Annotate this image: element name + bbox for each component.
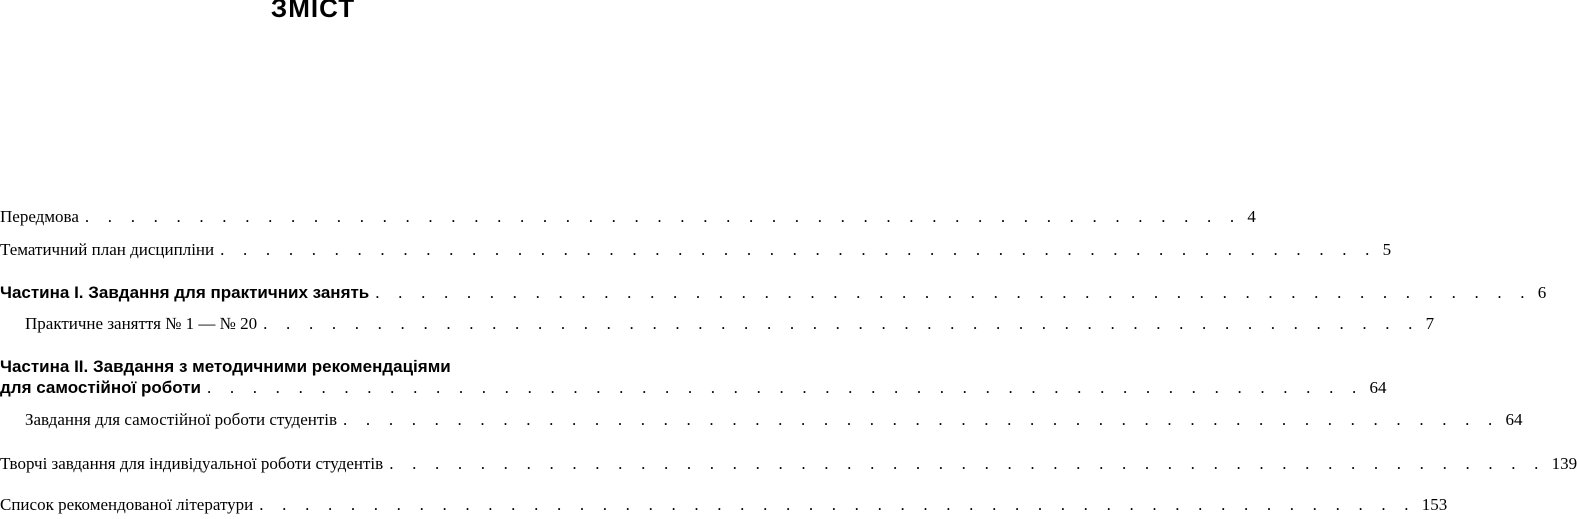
dot-leader: . . . . . . . . . . . . . . . . . . . . . . . . . . . . . . . . . . . . . . . . . . . . . . . . . . . [375, 283, 1532, 302]
toc-entry-bibliography[interactable] [0, 495, 1448, 519]
toc-entry-label: Завдання для самостійної роботи студентів [25, 410, 338, 429]
toc-entry-label: для самостійної роботи [0, 378, 201, 397]
toc-entry-preface[interactable] [0, 207, 1256, 231]
toc-entry-self-study[interactable] [0, 410, 1523, 434]
toc-page-number: 153 [1421, 495, 1448, 514]
dot-leader: . . . . . . . . . . . . . . . . . . . . . . . . . . . . . . . . . . . . . . . . . . . . . . . . . . . [220, 240, 1377, 259]
toc-page-number: 64 [1369, 378, 1387, 397]
toc-page-number: 7 [1425, 314, 1435, 333]
toc-page-number: 4 [1247, 207, 1256, 226]
page-title: ЗМІСТ [270, 0, 356, 23]
toc-page-number: 6 [1537, 283, 1547, 302]
toc-entry-label: Передмова [0, 207, 79, 226]
toc-entry-label: Тематичний план дисципліни [0, 240, 215, 259]
toc-page-number: 139 [1551, 454, 1577, 473]
toc-entry-label-line1: Частина ІІ. Завдання з методичними рекомендаціями [0, 357, 451, 376]
dot-leader: . . . . . . . . . . . . . . . . . . . . . . . . . . . . . . . . . . . . . . . . . . . . . . . . . . . [263, 314, 1420, 333]
toc-entry-label: Список рекомендованої літератури [0, 495, 254, 514]
dot-leader: . . . . . . . . . . . . . . . . . . . . . . . . . . . . . . . . . . . . . . . . . . . . . . . . . . . [343, 410, 1500, 429]
toc-entry-creative-tasks[interactable] [0, 454, 1577, 478]
toc-entry-label: Частина І. Завдання для практичних занять [0, 283, 370, 302]
dot-leader: . . . . . . . . . . . . . . . . . . . . . . . . . . . . . . . . . . . . . . . . . . . . . . . . . . . [84, 207, 1242, 226]
toc-entry-label: Практичне заняття № 1 — № 20 [25, 314, 258, 333]
toc-entry-part-2[interactable] [0, 356, 1387, 402]
toc-entry-label: Творчі завдання для індивідуальної роботи студентів [0, 454, 384, 473]
toc-entry-practical-lessons[interactable] [0, 314, 1435, 338]
toc-page-number: 64 [1505, 410, 1523, 429]
toc-entry-thematic-plan[interactable] [0, 240, 1392, 264]
toc-entry-part-1[interactable] [0, 283, 1547, 307]
dot-leader: . . . . . . . . . . . . . . . . . . . . . . . . . . . . . . . . . . . . . . . . . . . . . . . . . . . [206, 378, 1364, 397]
dot-leader: . . . . . . . . . . . . . . . . . . . . . . . . . . . . . . . . . . . . . . . . . . . . . . . . . . . [259, 495, 1416, 514]
toc-page-number: 5 [1382, 240, 1392, 259]
dot-leader: . . . . . . . . . . . . . . . . . . . . . . . . . . . . . . . . . . . . . . . . . . . . . . . . . . . [389, 454, 1546, 473]
